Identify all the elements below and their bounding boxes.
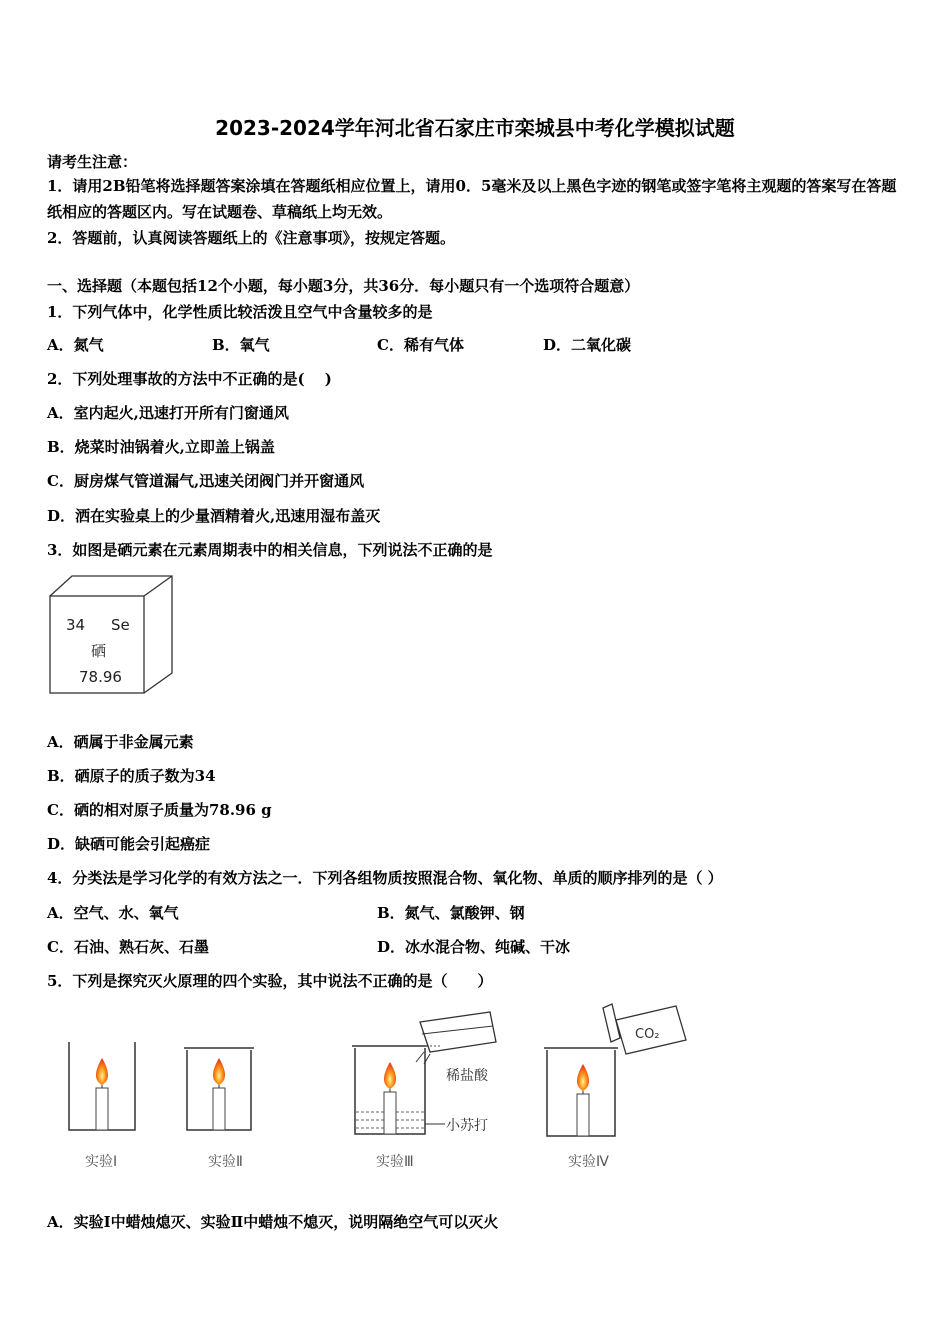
question-2-option-b: B．烧菜时油锅着火,立即盖上锅盖	[47, 438, 275, 456]
flame-icon	[384, 1062, 396, 1089]
page-title: 2023-2024学年河北省石家庄市栾城县中考化学模拟试题	[215, 116, 735, 140]
experiment-2-beaker	[184, 1048, 254, 1170]
notice-item-2: 2．答题前，认真阅读答题纸上的《注意事项》，按规定答题。	[47, 229, 455, 247]
notice-heading: 请考生注意：	[47, 153, 138, 171]
experiment-4-label: 实验Ⅳ	[568, 1154, 609, 1170]
flame-icon	[96, 1058, 108, 1085]
question-2-option-c: C．厨房煤气管道漏气,迅速关闭阀门并开窗通风	[47, 472, 365, 490]
question-2-option-a: A．室内起火,迅速打开所有门窗通风	[47, 404, 289, 422]
question-1-option-b: B．氧气	[212, 336, 270, 354]
flame-icon	[577, 1064, 589, 1091]
experiment-2-label: 实验Ⅱ	[208, 1154, 243, 1170]
experiment-1-beaker	[69, 1042, 135, 1170]
element-symbol: Se	[111, 616, 130, 634]
question-4-option-b: B．氮气、氯酸钾、钢	[377, 904, 525, 922]
fire-experiments-figure	[60, 1000, 700, 1180]
question-2-stem: 2．下列处理事故的方法中不正确的是( )	[47, 370, 332, 388]
section-heading: 一、选择题（本题包括12个小题，每小题3分，共36分．每小题只有一个选项符合题意）	[47, 277, 640, 295]
notice-item-1: 1．请用2B铅笔将选择题答案涂填在答题纸相应位置上，请用0．5毫米及以上黑色字迹的钢笔或签字笔将主观题的答案写在答题纸相应的答题区内。写在试题卷、草稿纸上均无效。	[47, 177, 897, 221]
question-4-stem: 4．分类法是学习化学的有效方法之一．下列各组物质按照混合物、氧化物、单质的顺序排列的是（ ）	[47, 869, 723, 887]
flame-icon	[213, 1058, 225, 1085]
question-3-option-d: D．缺硒可能会引起癌症	[47, 835, 211, 853]
question-4-option-a: A．空气、水、氧气	[47, 904, 179, 922]
question-1-option-d: D．二氧化碳	[543, 336, 632, 354]
question-2-option-d: D．洒在实验桌上的少量酒精着火,迅速用湿布盖灭	[47, 507, 381, 525]
element-name: 硒	[91, 642, 107, 660]
question-3-option-b: B．硒原子的质子数为34	[47, 767, 216, 785]
experiment-4-beaker	[544, 1004, 686, 1170]
soda-label: 小苏打	[446, 1118, 488, 1134]
element-number: 34	[66, 616, 86, 634]
question-4-option-c: C．石油、熟石灰、石墨	[47, 938, 209, 956]
question-1-option-c: C．稀有气体	[377, 336, 464, 354]
experiment-3-beaker	[352, 1012, 496, 1170]
question-3-stem: 3．如图是硒元素在元素周期表中的相关信息，下列说法不正确的是	[47, 541, 493, 559]
acid-label: 稀盐酸	[446, 1068, 488, 1084]
gas-label: CO₂	[635, 1027, 660, 1042]
element-mass: 78.96	[79, 668, 122, 686]
question-1-stem: 1．下列气体中，化学性质比较活泼且空气中含量较多的是	[47, 303, 433, 321]
question-4-option-d: D．冰水混合物、纯碱、干冰	[377, 938, 571, 956]
question-5-stem: 5．下列是探究灭火原理的四个实验，其中说法不正确的是（ ）	[47, 972, 493, 990]
selenium-element-card	[46, 572, 178, 698]
question-3-option-a: A．硒属于非金属元素	[47, 733, 194, 751]
question-5-option-a: A．实验Ⅰ中蜡烛熄灭、实验Ⅱ中蜡烛不熄灭，说明隔绝空气可以灭火	[47, 1213, 499, 1231]
experiment-3-label: 实验Ⅲ	[376, 1154, 414, 1170]
experiment-1-label: 实验Ⅰ	[85, 1154, 118, 1170]
question-1-option-a: A．氮气	[47, 336, 104, 354]
question-3-option-c: C．硒的相对原子质量为78.96 g	[47, 801, 272, 819]
